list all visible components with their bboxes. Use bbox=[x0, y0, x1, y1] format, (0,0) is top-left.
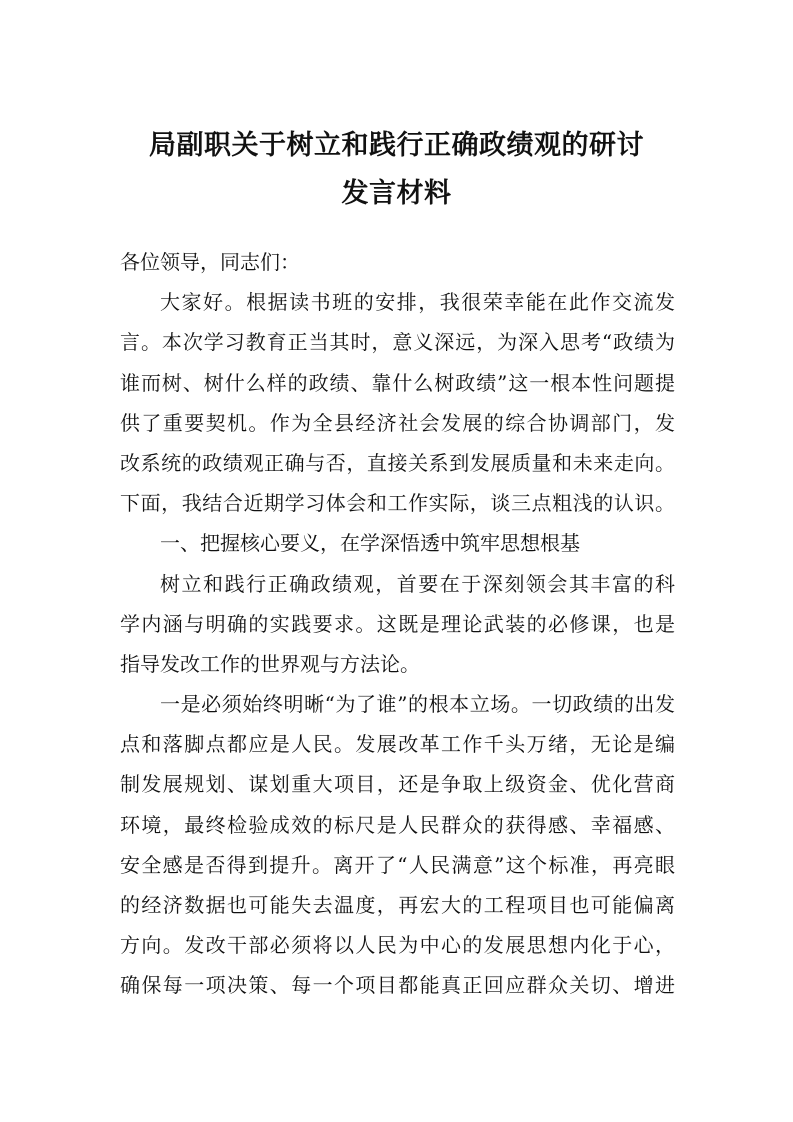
paragraph-line: 大家好。根据读书班的安排，我很荣幸能在此作交流发 bbox=[160, 290, 675, 315]
paragraph-line: 供了重要契机。作为全县经济社会发展的综合协调部门，发 bbox=[120, 410, 675, 435]
paragraph-line: 确保每一项决策、每一个项目都能真正回应群众关切、增进 bbox=[120, 973, 675, 998]
paragraph-line: 一是必须始终明晰“为了谁”的根本立场。一切政绩的出发 bbox=[160, 692, 675, 717]
document-body bbox=[120, 242, 675, 1006]
paragraph-line: 言。本次学习教育正当其时，意义深远，为深入思考“政绩为 bbox=[120, 330, 675, 355]
paragraph-line: 学内涵与明确的实践要求。这既是理论武装的必修课，也是 bbox=[120, 611, 675, 636]
paragraph-line: 一、把握核心要义，在学深悟透中筑牢思想根基 bbox=[160, 531, 580, 556]
paragraph-line: 制发展规划、谋划重大项目，还是争取上级资金、优化营商 bbox=[120, 772, 675, 797]
paragraph-line: 下面，我结合近期学习体会和工作实际，谈三点粗浅的认识。 bbox=[120, 491, 675, 516]
paragraph-line: 方向。发改干部必须将以人民为中心的发展思想内化于心， bbox=[120, 933, 675, 958]
paragraph-line: 树立和践行正确政绩观，首要在于深刻领会其丰富的科 bbox=[160, 571, 675, 596]
paragraph-line: 改系统的政绩观正确与否，直接关系到发展质量和未来走向。 bbox=[120, 450, 675, 475]
paragraph-line: 环境，最终检验成效的标尺是人民群众的获得感、幸福感、 bbox=[120, 812, 675, 837]
document-title-line-1: 局副职关于树立和践行正确政绩观的研讨 bbox=[149, 130, 644, 161]
paragraph-line: 点和落脚点都应是人民。发展改革工作千头万绪，无论是编 bbox=[120, 732, 675, 757]
paragraph-line: 各位领导，同志们： bbox=[120, 250, 300, 274]
paragraph-line: 安全感是否得到提升。离开了“人民满意”这个标准，再亮眼 bbox=[120, 852, 675, 877]
paragraph-line: 谁而树、树什么样的政绩、靠什么树政绩”这一根本性问题提 bbox=[120, 370, 675, 395]
document-title-line-2: 发言材料 bbox=[341, 178, 452, 209]
paragraph-line: 的经济数据也可能失去温度，再宏大的工程项目也可能偏离 bbox=[120, 893, 675, 917]
paragraph-line: 指导发改工作的世界观与方法论。 bbox=[120, 651, 420, 676]
